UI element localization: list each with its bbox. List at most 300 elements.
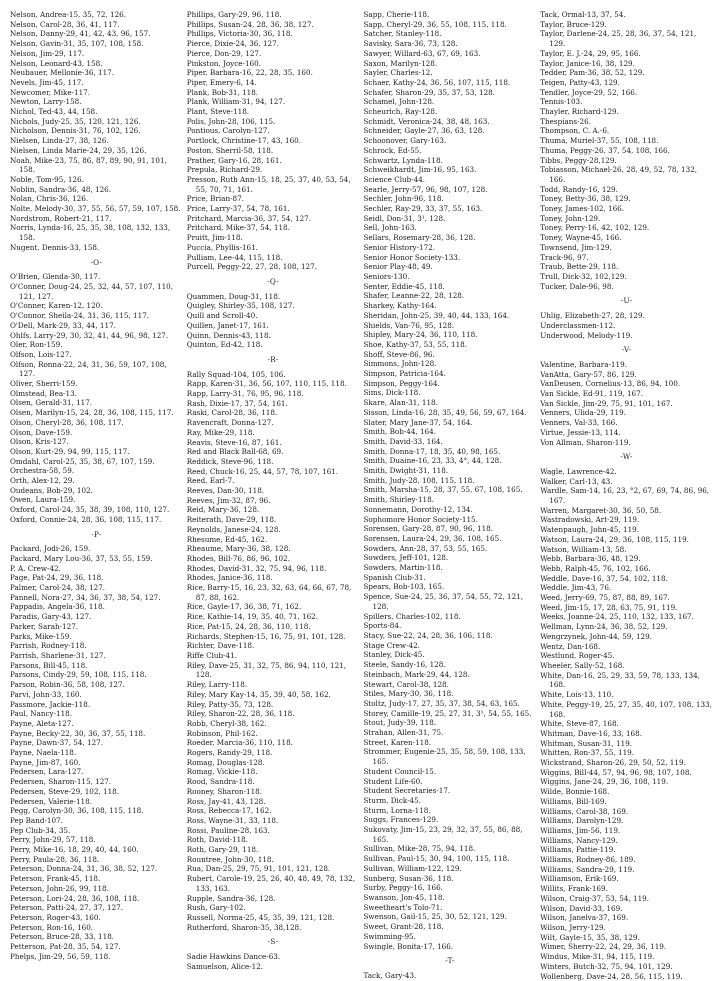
- index-entry: Quinn, Dennis-43, 118.: [187, 331, 360, 341]
- index-entry: Williams, Sandra-29, 119.: [540, 865, 713, 875]
- index-entry: Nordstrom, Robert-21, 117.: [10, 214, 183, 224]
- index-entry: Reid, Mary-36, 128.: [187, 505, 360, 515]
- index-entry: White, Steve-87, 168.: [540, 719, 713, 729]
- index-entry: Spears, Bob-103, 165.: [364, 582, 537, 592]
- index-entry: Schweikhardt, Jim-16, 95, 163.: [364, 165, 537, 175]
- index-entry: Schneider, Gayle-27, 36, 63, 128.: [364, 126, 537, 136]
- index-entry: Oxford, Carol-24, 35, 38, 39, 108, 110, 127.: [10, 505, 183, 515]
- index-entry: Toney, James-102, 166.: [540, 204, 713, 214]
- index-entry: Rhodes, Bill-76, 86, 96, 102.: [187, 554, 360, 564]
- index-entry: Reddick, Steve-96, 118.: [187, 457, 360, 467]
- index-entry: Nevels, Jim-45, 117.: [10, 78, 183, 88]
- index-entry: Olson, Dave-159.: [10, 428, 183, 438]
- index-entry: Sophomore Honor Society-115.: [364, 515, 537, 525]
- index-entry: Peterson, Lori-24, 28, 36, 108, 118.: [10, 894, 183, 904]
- index-entry: Schmidt, Veronica-24, 38, 48, 163.: [364, 117, 537, 127]
- index-entry: Van Sickle, Jim-29, 75, 91, 101, 167.: [540, 399, 713, 409]
- index-entry: Spillers, Charles-102, 118.: [364, 612, 537, 622]
- index-entry: Phelps, Jim-29, 56, 59, 118.: [10, 952, 183, 962]
- index-entry: Williams, Rodney-86, 189.: [540, 855, 713, 865]
- index-entry: Perry, John-29, 57, 118.: [10, 835, 183, 845]
- index-entry: Weddle, Dave-16, 37, 54, 102, 118.: [540, 574, 713, 584]
- index-entry: Olsen, Gerald-31, 117.: [10, 398, 183, 408]
- index-entry: Palmer, Carol-24, 38, 127.: [10, 583, 183, 593]
- index-entry: Searle, Jerry-57, 96, 98, 107, 128.: [364, 185, 537, 195]
- index-entry: Plank, Bob-31, 118.: [187, 88, 360, 98]
- index-entry: Olfson, Ronna-22, 24, 31, 36, 59, 107, 108, 127.: [10, 360, 183, 379]
- index-entry: Watson, Laura-24, 29, 36, 108, 115, 119.: [540, 535, 713, 545]
- index-entry: Rice, Kathie-14, 19, 35, 40, 71, 162.: [187, 612, 360, 622]
- index-entry: Nelson, Leonard-43, 158.: [10, 59, 183, 69]
- index-entry: Peterson, Roger-43, 160.: [10, 913, 183, 923]
- index-entry: Peterson, Donna-24, 31, 36, 38, 52, 127.: [10, 864, 183, 874]
- index-entry: Seidl, Don-31, 3¹, 128.: [364, 214, 537, 224]
- index-entry: Savisky, Sara-36, 73, 128.: [364, 39, 537, 49]
- index-entry: Pedersen, Lara-127.: [10, 767, 183, 777]
- index-entry: Stoltz, Judy-17, 27, 35, 37, 38, 54, 63, 165.: [364, 699, 537, 709]
- index-entry: Romag, Douglas-128.: [187, 758, 360, 768]
- index-entry: Oudeans, Bob-29, 102.: [10, 486, 183, 496]
- index-entry: Reeves, Dan-30, 118.: [187, 486, 360, 496]
- index-entry: Omdahl, Carol-25, 35, 38, 67, 107, 159.: [10, 457, 183, 467]
- index-entry: Williams, Bill-169.: [540, 797, 713, 807]
- index-entry: Sawyer, Willard-63, 67, 69, 163.: [364, 49, 537, 59]
- index-entry: Pedersen, Steve-29, 102, 118.: [10, 787, 183, 797]
- index-entry: Shoe, Kathy-37, 53, 55, 118.: [364, 340, 537, 350]
- index-entry: Saxon, Marilyn-128.: [364, 59, 537, 69]
- index-entry: Pedersen, Sharon-115, 127.: [10, 777, 183, 787]
- index-entry: Ross, Rebecca-17, 162.: [187, 806, 360, 816]
- index-entry: Student Secretaries-17.: [364, 786, 537, 796]
- index-entry: Olson, Kris-127.: [10, 437, 183, 447]
- index-entry: Venners, Ulida-29, 119.: [540, 408, 713, 418]
- section-letter-heading: -V-: [540, 345, 713, 355]
- index-entry: Steele, Sandy-16, 128.: [364, 660, 537, 670]
- index-entry: Tendler, Joyce-29, 52, 166.: [540, 88, 713, 98]
- index-entry: Reiterath, Dave-29, 118.: [187, 515, 360, 525]
- index-entry: Track-96, 97.: [540, 253, 713, 263]
- index-entry: Quill and Scroll-40.: [187, 311, 360, 321]
- index-entry: Whitman, Dave-16, 33, 168.: [540, 729, 713, 739]
- index-entry: Rice, Barry-15, 16, 23, 32, 63, 64, 66, 67, 78, 87, 88, 162.: [187, 583, 360, 602]
- index-entry: Rupple, Sandra-36, 128.: [187, 894, 360, 904]
- index-entry: Payne, Aleta-127.: [10, 719, 183, 729]
- index-entry: Smith, Donna-17, 18, 35, 40, 98, 165.: [364, 447, 537, 457]
- index-entry: Orth, Alex-12, 29.: [10, 476, 183, 486]
- index-entry: Perry, Paula-28, 36, 118.: [10, 855, 183, 865]
- index-entry: Swimming-95.: [364, 932, 537, 942]
- index-entry: Wickstrand, Sharon-26, 29, 50, 52, 119.: [540, 758, 713, 768]
- index-entry: Rheaume, Mary-36, 38, 128.: [187, 544, 360, 554]
- index-entry: Street, Karen-118.: [364, 738, 537, 748]
- index-entry: Owen, Laura-159.: [10, 495, 183, 505]
- index-entry: Weed, Jim-15, 17, 28, 63, 75, 91, 119.: [540, 603, 713, 613]
- index-entry: Student Council-15.: [364, 767, 537, 777]
- index-entry: Stacy, Sue-22, 24, 28, 36, 106, 118.: [364, 631, 537, 641]
- index-entry: Paradis, Gary-43, 127.: [10, 612, 183, 622]
- index-entry: Wardle, Sam-14, 16, 23, °2, 67, 69, 74, 86, 96, 167.: [540, 486, 713, 505]
- index-entry: Wilson, Craig-37, 53, 54, 119.: [540, 894, 713, 904]
- index-entry: VanAtta, Gary-57, 86, 129.: [540, 370, 713, 380]
- index-entry: Pinkston, Joyce-160.: [187, 59, 360, 69]
- index-entry: Sowders, Ann-28, 37, 53, 55, 165.: [364, 544, 537, 554]
- index-entry: Strommer, Eugenie-25, 35, 58, 59, 108, 133, 165.: [364, 747, 537, 766]
- index-entry: Sechler, John-96, 118.: [364, 194, 537, 204]
- index-entry: Thuma, Muriel-37, 55, 108, 118.: [540, 136, 713, 146]
- index-entry: Ross, Wayne-31, 33, 118.: [187, 816, 360, 826]
- index-entry: Quigley, Shirley-35, 108, 127.: [187, 301, 360, 311]
- index-entry: Pappadis, Angela-36, 118.: [10, 602, 183, 612]
- index-entry: Schrock, Ed-55.: [364, 146, 537, 156]
- index-entry: Tack, Ormal-13, 37, 54.: [540, 10, 713, 20]
- index-entry: Watenpaugh, John-45, 119.: [540, 525, 713, 535]
- index-entry: Senior Honor Society-133.: [364, 253, 537, 263]
- index-entry: Taylor, Bruce-129.: [540, 20, 713, 30]
- index-entry: Nelson, Danny-29, 41, 42, 43, 96, 157.: [10, 29, 183, 39]
- index-entry: Sorensen, Laura-24, 29, 36, 108, 165.: [364, 534, 537, 544]
- index-entry: Senior Play-48, 49.: [364, 262, 537, 272]
- index-entry: Plank, William-31, 94, 127.: [187, 97, 360, 107]
- index-entry: Sweetheart's Tolo-71.: [364, 903, 537, 913]
- index-entry: Paul, Nancy-118.: [10, 709, 183, 719]
- index-entry: Spence, Sue-24, 25, 36, 37, 54, 55, 72, 121, 128.: [364, 592, 537, 611]
- index-entry: Wilson, Jerry-129.: [540, 923, 713, 933]
- index-entry: Olfson, Lois-127.: [10, 350, 183, 360]
- index-entry: Payne, Dawn-37, 54, 127.: [10, 738, 183, 748]
- index-entry: Nichols, Judy-25, 35, 120, 121, 126.: [10, 117, 183, 127]
- index-entry: Walker, Carl-13, 43.: [540, 477, 713, 487]
- index-entry: Pierce, Dixie-24, 36, 127.: [187, 39, 360, 49]
- index-entry: Science Club-44.: [364, 175, 537, 185]
- index-entry: Whitman, Susan-31, 119.: [540, 739, 713, 749]
- index-entry: Simmons, John-128.: [364, 359, 537, 369]
- index-entry: Toney, Wayne-45, 166.: [540, 233, 713, 243]
- index-entry: Parsons, Cindy-29, 59, 108, 115, 118.: [10, 670, 183, 680]
- index-entry: Weeks, Joanne-24, 25, 110, 132, 133, 167.: [540, 612, 713, 622]
- index-entry: Nielsen, Linda Marie-24, 29, 35, 126.: [10, 146, 183, 156]
- index-column-3: [364, 10, 537, 969]
- index-entry: Valentine, Barbara-119.: [540, 360, 713, 370]
- index-entry: Nolan, Chris-36, 126.: [10, 194, 183, 204]
- index-entry: Olmstead, Bea-13.: [10, 389, 183, 399]
- index-entry: Nielsen, Linda-27, 38, 126.: [10, 136, 183, 146]
- index-entry: Warren, Margaret-30, 36, 50, 58.: [540, 506, 713, 516]
- index-entry: Schwartz, Lynda-118.: [364, 156, 537, 166]
- index-entry: Thespians-26.: [540, 117, 713, 127]
- index-entry: Nicholson, Dennis-31, 76, 102, 126.: [10, 126, 183, 136]
- index-entry: Perry, Mike-16, 18, 29, 40, 44, 160.: [10, 845, 183, 855]
- index-entry: Wheeler, Sally-52, 168.: [540, 661, 713, 671]
- index-entry: Swenson, Gail-15, 25, 30, 52, 121, 129.: [364, 912, 537, 922]
- index-entry: Peterson, Patti-24, 27, 37, 127.: [10, 903, 183, 913]
- index-entry: Wollenberg, Dave-24, 28, 56, 115, 119.: [540, 972, 713, 981]
- index-entry: Prepula, Richard-29.: [187, 165, 360, 175]
- index-entry: Sonnemann, Dorothy-12, 134.: [364, 505, 537, 515]
- index-entry: Noah, Mike-23, 75, 86, 87, 89, 90, 91, 101, 158.: [10, 156, 183, 175]
- index-entry: Robinson, Phil-162.: [187, 729, 360, 739]
- index-entry: White, Peggy-19, 25, 27, 35, 40, 107, 108, 133, 168.: [540, 700, 713, 719]
- index-entry: Pulliam, Lee-44, 115, 118.: [187, 253, 360, 263]
- index-entry: Samuelson, Alice-12.: [187, 962, 360, 972]
- section-letter-heading: -Q-: [187, 277, 360, 287]
- index-entry: Williams, Jim-56, 119.: [540, 826, 713, 836]
- index-entry: Spanish Club-31.: [364, 573, 537, 583]
- index-entry: Parvi, John-33, 160.: [10, 690, 183, 700]
- index-entry: Taylor, Janice-16, 38, 129.: [540, 59, 713, 69]
- index-entry: Quammen, Doug-31, 118.: [187, 292, 360, 302]
- index-entry: Sheridan, John-25, 39, 40, 44, 133, 164.: [364, 311, 537, 321]
- index-entry: Wilde, Bonnie-168.: [540, 787, 713, 797]
- index-entry: Wagle, Lawrence-42.: [540, 467, 713, 477]
- index-entry: Newton, Larry-158.: [10, 97, 183, 107]
- index-entry: Nelson, Carol-28, 36, 41, 117.: [10, 20, 183, 30]
- index-entry: Virtue, Jessie-13, 114.: [540, 428, 713, 438]
- index-entry: Price, Brian-87.: [187, 194, 360, 204]
- index-entry: Reeves, Jim-32, 87, 96.: [187, 496, 360, 506]
- index-entry: Red and Black Ball-68, 69.: [187, 447, 360, 457]
- index-entry: Sturm, Dick-45.: [364, 796, 537, 806]
- index-entry: Pep Club-34, 35.: [10, 826, 183, 836]
- index-entry: Riley, Larry-118.: [187, 680, 360, 690]
- index-entry: Strahan, Allen-31, 75.: [364, 728, 537, 738]
- index-entry: Piper, Emery-6, 14.: [187, 78, 360, 88]
- index-entry: Petterson, Pat-28, 35, 54, 127.: [10, 942, 183, 952]
- index-entry: Watson, William-13, 58.: [540, 545, 713, 555]
- index-entry: Page, Pat-24, 29, 36, 118.: [10, 573, 183, 583]
- index-entry: O'Conner, Doug-24, 25, 32, 44, 57, 107, 110, 121, 127.: [10, 282, 183, 301]
- index-entry: Wengrzynek, John-44, 59, 129.: [540, 632, 713, 642]
- index-entry: Taylor, Darlene-24, 25, 28, 36, 37, 54, 121, 129.: [540, 29, 713, 48]
- index-entry: Raski, Carol-28, 36, 118.: [187, 408, 360, 418]
- index-entry: Parsons, Bill-45, 118.: [10, 661, 183, 671]
- index-entry: Russell, Norma-25, 45, 35, 39, 121, 128.: [187, 913, 360, 923]
- index-entry: Swingle, Bonita-17, 166.: [364, 942, 537, 952]
- index-entry: Peterson, Ron-16, 160.: [10, 923, 183, 933]
- index-entry: O'Brien, Glenda-30, 117.: [10, 272, 183, 282]
- index-entry: Riley, Mary Kay-14, 35, 39, 40, 58, 162.: [187, 690, 360, 700]
- index-entry: Poston, Sherril-58, 118.: [187, 146, 360, 156]
- index-entry: Passmore, Jackie-118.: [10, 700, 183, 710]
- index-entry: Sullivan, William-122, 129.: [364, 864, 537, 874]
- index-entry: Pritchard, Marcia-36, 37, 54, 127.: [187, 214, 360, 224]
- index-entry: Roth, David-118.: [187, 835, 360, 845]
- index-entry: Suggs, Frances-129.: [364, 815, 537, 825]
- index-entry: Purcell, Peggy-22, 27, 28, 108, 127.: [187, 262, 360, 272]
- index-entry: Stewart, Carol-38, 128.: [364, 680, 537, 690]
- index-entry: Norris, Lynda-16, 25, 35, 38, 108, 132, 133, 158.: [10, 223, 183, 242]
- index-entry: Noblin, Sandra-36, 48, 126.: [10, 185, 183, 195]
- index-column-2: [187, 10, 360, 969]
- section-letter-heading: -U-: [540, 296, 713, 306]
- index-entry: Van Sickle, Ed-91, 119, 167.: [540, 389, 713, 399]
- index-entry: Tennis-103.: [540, 97, 713, 107]
- index-entry: Smith, Marsha-15, 28, 37, 55, 67, 108, 165.: [364, 485, 537, 495]
- index-entry: Rhodes, Janice-36, 118.: [187, 573, 360, 583]
- section-letter-heading: -R-: [187, 355, 360, 365]
- index-entry: O'Connor, Sheila-24, 31, 36, 115, 117.: [10, 311, 183, 321]
- index-entry: Williams, Pattie-119.: [540, 845, 713, 855]
- index-entry: Windus, Mike-31, 94, 115, 119.: [540, 952, 713, 962]
- index-entry: Schamel, John-128.: [364, 97, 537, 107]
- index-entry: Steinbach, Mark-29, 44, 128.: [364, 670, 537, 680]
- index-entry: Olson, Cheryl-28, 36, 108, 117.: [10, 418, 183, 428]
- index-entry: Wastradowski, Art-29, 119.: [540, 515, 713, 525]
- index-entry: Rubert, Carole-19, 25, 26, 40, 48, 49, 78, 132, 133, 163.: [187, 874, 360, 893]
- index-entry: Orchestra-58, 59.: [10, 466, 183, 476]
- index-entry: Rountree, John-30, 118.: [187, 855, 360, 865]
- index-entry: Thompson, C. A.-6.: [540, 126, 713, 136]
- index-entry: Sellars, Rosemary-28, 36, 128.: [364, 233, 537, 243]
- index-entry: Sturm, Lorna-118.: [364, 806, 537, 816]
- index-entry: Stanley, Dick-45.: [364, 650, 537, 660]
- index-entry: Shipley, Mary-24, 36, 110, 118.: [364, 330, 537, 340]
- index-entry: Phillips, Gary-29, 96, 118.: [187, 10, 360, 20]
- index-entry: Rapp, Karen-31, 36, 56, 107, 110, 115, 118.: [187, 379, 360, 389]
- index-entry: Peterson, John-26, 99, 118.: [10, 884, 183, 894]
- index-entry: Wilson, Janelva-37, 169.: [540, 913, 713, 923]
- index-entry: Senior History-172.: [364, 243, 537, 253]
- index-entry: O'Dell, Mark-29, 33, 44, 117.: [10, 321, 183, 331]
- index-entry: Riley, Dave-25, 31, 32, 75, 86, 94, 110, 121, 128.: [187, 661, 360, 680]
- index-entry: Surby, Peggy-16, 166.: [364, 883, 537, 893]
- index-entry: Underwood, Melody-119.: [540, 331, 713, 341]
- index-entry: Winters, Butch-32, 75, 94, 101, 129.: [540, 962, 713, 972]
- index-entry: Portlock, Christine-17, 43, 160.: [187, 136, 360, 146]
- index-entry: Rossi, Pauline-28, 163.: [187, 826, 360, 836]
- index-entry: Payne, Jim-87, 160.: [10, 758, 183, 768]
- index-entry: P. A. Crew-42.: [10, 564, 183, 574]
- index-entry: Pedersen, Valerie-118.: [10, 797, 183, 807]
- index-entry: Williams, Darolyn-129.: [540, 816, 713, 826]
- index-entry: Tibbs, Peggy-28,129.: [540, 156, 713, 166]
- index-entry: Packard, Jodi-26, 159.: [10, 544, 183, 554]
- index-entry: Payne, Becky-22, 30, 36, 37, 55, 118.: [10, 729, 183, 739]
- index-entry: Westlund, Roger-45.: [540, 651, 713, 661]
- index-entry: Rogers, Randy-29, 118.: [187, 748, 360, 758]
- index-entry: Traub, Bette-29, 118.: [540, 262, 713, 272]
- section-letter-heading: -O-: [10, 258, 183, 268]
- section-letter-heading: -S-: [187, 937, 360, 947]
- index-entry: Oliver, Sherri-159.: [10, 379, 183, 389]
- index-entry: Sweet, Grant-28, 118.: [364, 922, 537, 932]
- index-entry: Smith, Duaine-16, 23, 33, 4°, 44, 128.: [364, 456, 537, 466]
- index-entry: Toney, John-129.: [540, 214, 713, 224]
- index-entry: Stout, Judy-39, 118.: [364, 718, 537, 728]
- index-entry: Wentz, Dan-168.: [540, 642, 713, 652]
- section-letter-heading: -W-: [540, 452, 713, 462]
- index-entry: Reed, Earl-7.: [187, 476, 360, 486]
- index-entry: Romag, Vickie-118.: [187, 767, 360, 777]
- index-entry: Sayler, Charles-12.: [364, 68, 537, 78]
- index-column-1: [10, 10, 183, 969]
- index-entry: Parrish, Sharlene-31, 127.: [10, 651, 183, 661]
- section-letter-heading: -P-: [10, 530, 183, 540]
- index-entry: Williams, Carol-38, 169.: [540, 807, 713, 817]
- index-entry: Sadie Hawkins Dance-63.: [187, 952, 360, 962]
- index-entry: Parson, Robin-36, 58, 108, 127.: [10, 680, 183, 690]
- index-entry: Rapp, Larry-31, 76, 95, 96, 118.: [187, 389, 360, 399]
- index-entry: Williamson, Erik-169.: [540, 874, 713, 884]
- index-entry: Packard, Mary Lou-36, 37, 53, 55, 159.: [10, 554, 183, 564]
- index-entry: Scheurich, Ray-128.: [364, 107, 537, 117]
- index-entry: Rice, Gayle-17, 36, 38, 71, 162.: [187, 602, 360, 612]
- index-entry: Skare, Alan-31, 118.: [364, 398, 537, 408]
- index-entry: Sechler, Ray-29, 33, 37, 55, 163.: [364, 204, 537, 214]
- index-entry: Reed, Chuck-16, 25, 44, 57, 78, 107, 161.: [187, 467, 360, 477]
- index-entry: Peterson, Bruce-28, 33, 118.: [10, 932, 183, 942]
- index-entry: Pierce, Don-29, 127.: [187, 49, 360, 59]
- index-entry: Pontious, Carolyn-127.: [187, 126, 360, 136]
- index-entry: Olsen, Marilyn-15, 24, 28, 36, 108, 115, 117.: [10, 408, 183, 418]
- index-entry: Von Allman, Sharon-119.: [540, 438, 713, 448]
- index-entry: Sharkey, Kathy-164.: [364, 301, 537, 311]
- index-entry: Thayler, Richard-129.: [540, 107, 713, 117]
- index-entry: Willits, Frank-169.: [540, 884, 713, 894]
- index-entry: Ravencraft, Donna-127.: [187, 418, 360, 428]
- index-entry: Smith, Bob-44, 164.: [364, 427, 537, 437]
- index-entry: Sukovaty, Jim-15, 23, 29, 32, 37, 55, 86, 88, 165.: [364, 825, 537, 844]
- index-entry: Wilson, David-33, 169.: [540, 904, 713, 914]
- index-entry: Wiggins, Bill-44, 57, 94, 96, 98, 107, 108.: [540, 768, 713, 778]
- index-entry: Shafer, Leanne-22, 28, 128.: [364, 291, 537, 301]
- index-entry: Nugent, Dennis-33, 158.: [10, 243, 183, 253]
- index-entry: Plant, Steve-118.: [187, 107, 360, 117]
- index-entry: Sims, Dick-118.: [364, 388, 537, 398]
- index-entry: Wilt, Gayle-15, 35, 38, 129.: [540, 933, 713, 943]
- index-entry: Shoff, Steve-86, 96.: [364, 350, 537, 360]
- index-entry: Richter, Dave-118.: [187, 641, 360, 651]
- index-entry: Tedder, Pam-36, 38, 52, 129.: [540, 68, 713, 78]
- index-entry: Rice, Pat-15, 24, 28, 36, 110, 118.: [187, 622, 360, 632]
- index-entry: Reavis, Steve-16, 87, 161.: [187, 438, 360, 448]
- index-entry: Sapp, Cherie-118.: [364, 10, 537, 20]
- index-entry: Presson, Ruth Ann-15, 18, 25, 37, 40, 53, 54, 55, 70, 71, 161.: [187, 175, 360, 194]
- index-entry: Sowders, Jeff-101, 128.: [364, 553, 537, 563]
- index-entry: Shields, Van-76, 95, 128.: [364, 321, 537, 331]
- index-entry: Senter, Eddie-45, 118.: [364, 282, 537, 292]
- index-entry: Roeder, Marcia-36, 110, 118.: [187, 738, 360, 748]
- index-entry: Venners, Val-33, 166.: [540, 418, 713, 428]
- index-entry: Smith, Dwight-31, 118.: [364, 466, 537, 476]
- index-entry: Nolte, Melody-30, 37, 55, 56, 57, 59, 107, 158.: [10, 204, 183, 214]
- index-entry: Parker, Sarah-127.: [10, 622, 183, 632]
- index-entry: White, Dan-16, 25, 29, 33, 59, 78, 133, 134, 168.: [540, 671, 713, 690]
- index-entry: Weed, Jerry-69, 75, 87, 88, 89, 167.: [540, 593, 713, 603]
- index-column-4: [540, 10, 713, 969]
- index-entry: Robb, Cheryl-38, 162.: [187, 719, 360, 729]
- index-entry: Parks, Mike-159.: [10, 632, 183, 642]
- index-entry: Pannell, Nora-27, 34, 36, 37, 38, 54, 127.: [10, 593, 183, 603]
- index-entry: Nelson, Jim-29, 117.: [10, 49, 183, 59]
- index-entry: Polis, John-28, 106, 115.: [187, 117, 360, 127]
- index-entry: Rush, Gary-102.: [187, 903, 360, 913]
- index-entry: White, Lois-13, 110.: [540, 690, 713, 700]
- index-entry: Thuma, Peggy-26, 37, 54, 108, 166.: [540, 146, 713, 156]
- index-entry: Webb, Barbara-36, 48, 129.: [540, 554, 713, 564]
- index-entry: Pegg, Carolyn-30, 36, 108, 115, 118.: [10, 806, 183, 816]
- index-entry: Nichol, Ted-43, 44, 158.: [10, 107, 183, 117]
- index-entry: Swanson, Jon-45, 118.: [364, 893, 537, 903]
- index-entry: Pep Band-107.: [10, 816, 183, 826]
- index-entry: Nelson, Gavin-31, 35, 107, 108, 158.: [10, 39, 183, 49]
- index-entry: Quillen, Janet-17, 161.: [187, 321, 360, 331]
- index-entry: Pritchard, Mike-37, 54, 118.: [187, 223, 360, 233]
- index-entry: Storey, Camille-19, 25, 27, 31, 3¹, 54, 55, 165.: [364, 709, 537, 719]
- index-entry: Sisson, Linda-16, 28, 35, 49, 56, 59, 67, 164.: [364, 408, 537, 418]
- index-entry: Parrish, Rodney-118.: [10, 641, 183, 651]
- index-entry: Sapp, Cheryl-29, 36, 55, 108, 115, 118.: [364, 20, 537, 30]
- index-entry: Whitten, Ron-37, 55, 119.: [540, 748, 713, 758]
